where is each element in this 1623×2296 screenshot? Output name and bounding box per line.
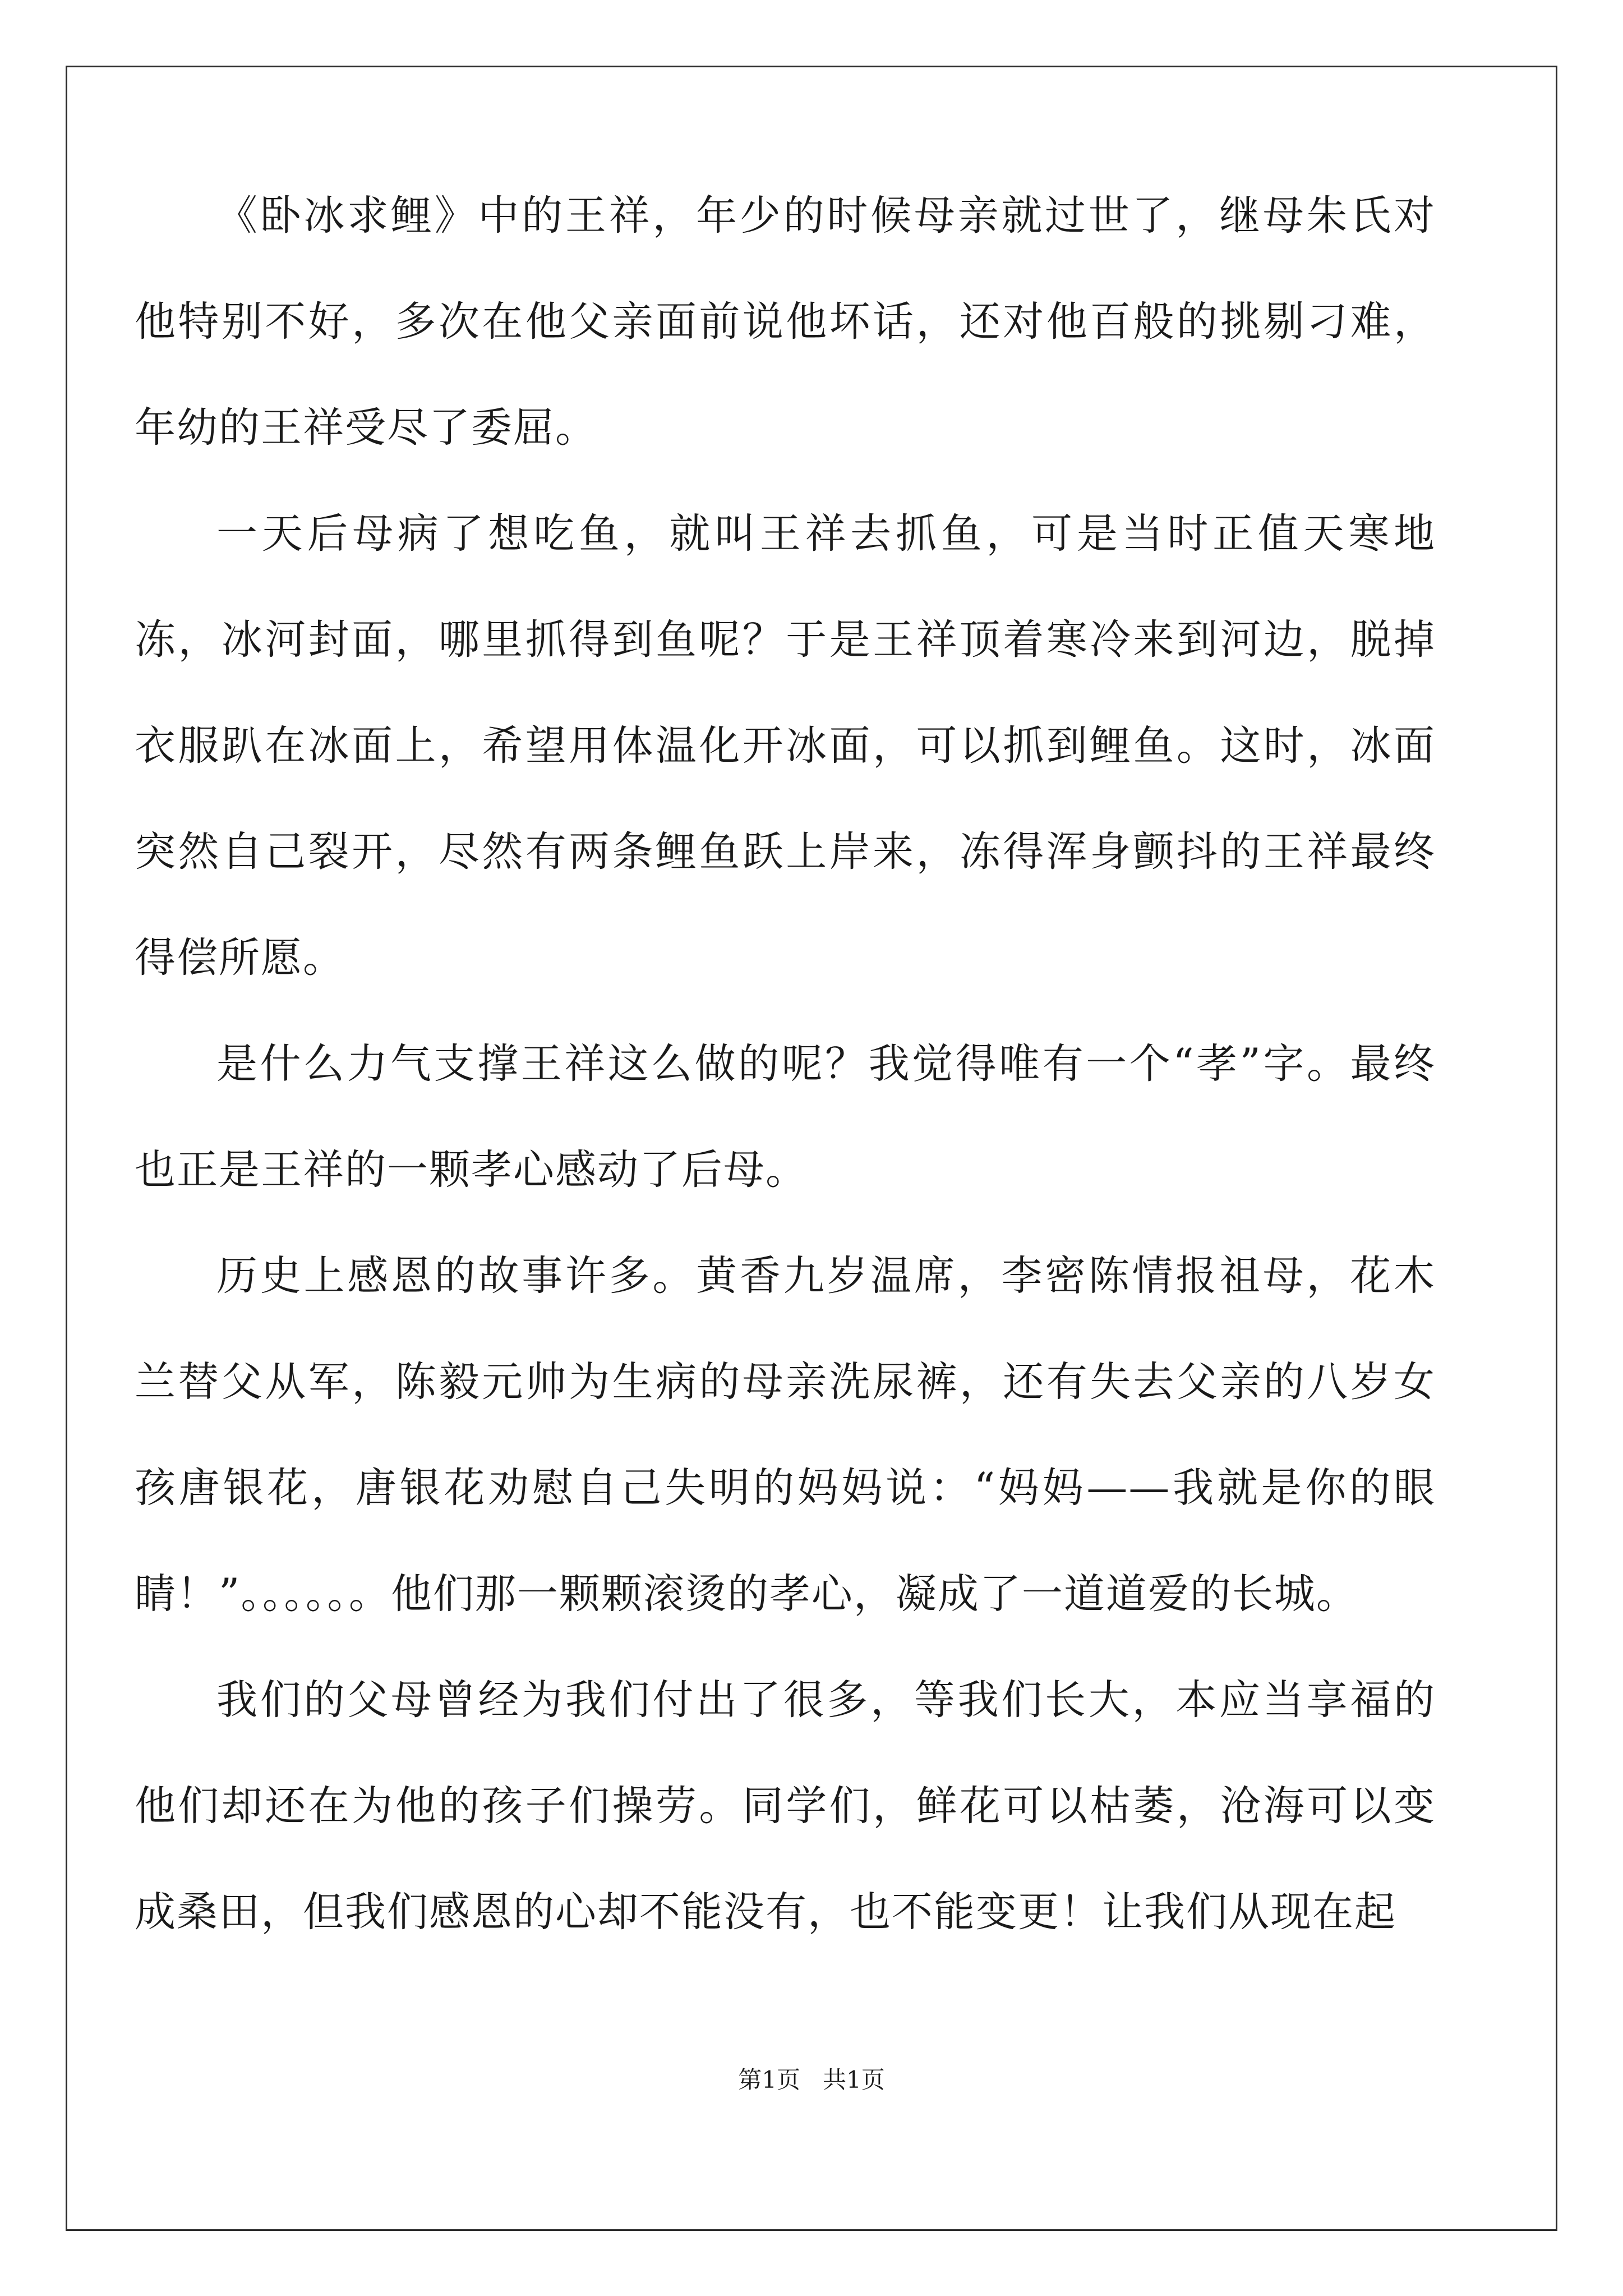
paragraph-5: 我们的父母曾经为我们付出了很多，等我们长大，本应当享福的他们却还在为他的孩子们操劳。同学们，鲜花可以枯萎，沧海可以变成桑田，但我们感恩的心却不能没有，也不能变更！让我们从现在起	[135, 1676, 1436, 1936]
document-body	[135, 163, 1436, 1965]
paragraph-4: 历史上感恩的故事许多。黄香九岁温席，李密陈情报祖母，花木兰替父从军，陈毅元帅为生病的母亲洗尿裤，还有失去父亲的八岁女孩唐银花，唐银花劝慰自己失明的妈妈说：“妈妈——我就是你的眼睛！”。。。。。。他们那一颗颗滚烫的孝心，凝成了一道道爱的长城。	[135, 1252, 1436, 1618]
paragraph-2: 一天后母病了想吃鱼，就叫王祥去抓鱼，可是当时正值天寒地冻，冰河封面，哪里抓得到鱼呢？于是王祥顶着寒冷来到河边，脱掉衣服趴在冰面上，希望用体温化开冰面，可以抓到鲤鱼。这时，冰面突然自己裂开，尽然有两条鲤鱼跃上岸来，冻得浑身颤抖的王祥最终得偿所愿。	[135, 510, 1436, 982]
page-number-footer: 第1页 共1页	[738, 2066, 885, 2093]
paragraph-3: 是什么力气支撑王祥这么做的呢？我觉得唯有一个“孝”字。最终也正是王祥的一颗孝心感动了后母。	[135, 1040, 1436, 1194]
paragraph-1: 《卧冰求鲤》中的王祥，年少的时候母亲就过世了，继母朱氏对他特别不好，多次在他父亲面前说他坏话，还对他百般的挑剔刁难，年幼的王祥受尽了委屈。	[135, 192, 1436, 452]
